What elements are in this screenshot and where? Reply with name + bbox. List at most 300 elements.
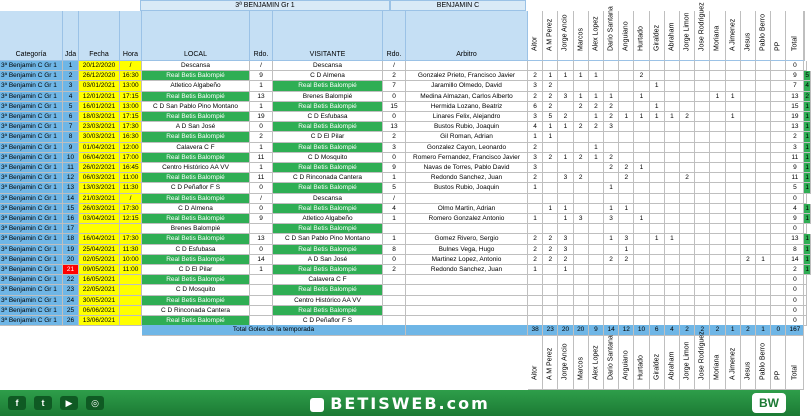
player-goals-cell: 2: [604, 255, 619, 265]
player-goals-cell: [574, 296, 589, 306]
away-team-cell: Centro Histórico AA VV: [273, 296, 383, 306]
player-goals-cell: [558, 132, 573, 142]
match-total-cell: 9: [786, 71, 804, 81]
header-rdo_visit[interactable]: [383, 11, 406, 61]
player-goals-cell: [543, 173, 558, 183]
table-row[interactable]: [0, 163, 810, 173]
home-team-cell: Calavera C F: [142, 143, 250, 153]
header-player[interactable]: [543, 11, 558, 61]
matchday-cell: 10: [63, 153, 79, 163]
player-goals-cell: [528, 296, 543, 306]
header-player[interactable]: [558, 11, 573, 61]
standing-cell: 1: [804, 265, 811, 275]
table-row[interactable]: [0, 143, 810, 153]
player-goals-cell: 2: [543, 153, 558, 163]
player-goals-cell: [589, 132, 604, 142]
player-goals-cell: [543, 183, 558, 193]
away-team-cell: Brenes Balompié: [273, 92, 383, 102]
player-goals-cell: 2: [558, 255, 573, 265]
player-goals-cell: 5: [543, 112, 558, 122]
time-cell: 10:00: [120, 255, 142, 265]
date-cell: [79, 224, 120, 234]
player-goals-cell: 2: [528, 92, 543, 102]
player-goals-cell: [695, 112, 710, 122]
player-goals-cell: [634, 265, 649, 275]
away-score-cell: 0: [383, 112, 406, 122]
player-goals-cell: [741, 132, 756, 142]
time-cell: 11:00: [120, 265, 142, 275]
home-team-cell: Real Betis Balompié: [142, 153, 250, 163]
standing-cell: 1: [804, 245, 811, 255]
player-goals-cell: [710, 296, 725, 306]
away-score-cell: 3: [383, 143, 406, 153]
home-team-cell: Atletico Algabeño: [142, 81, 250, 91]
header-categoria[interactable]: [0, 11, 63, 61]
player-goals-cell: [665, 265, 680, 275]
player-goals-cell: [634, 122, 649, 132]
player-goals-cell: 1: [558, 122, 573, 132]
table-row[interactable]: [0, 296, 800, 306]
header-player-name: Giraldez: [653, 24, 661, 51]
player-goals-cell: [756, 285, 771, 295]
player-goals-cell: 3: [619, 234, 634, 244]
player-goals-cell: [619, 275, 634, 285]
home-score-cell: [250, 285, 273, 295]
table-row[interactable]: [0, 132, 810, 142]
header-local[interactable]: [142, 11, 250, 61]
category-cell: 3ª Benjamin C Gr 1: [0, 214, 63, 224]
away-team-cell: Real Betis Balompié: [273, 122, 383, 132]
player-goals-cell: [710, 285, 725, 295]
time-cell: [120, 296, 142, 306]
home-team-cell: Real Betis Balompié: [142, 71, 250, 81]
header-visitante[interactable]: [273, 11, 383, 61]
header-fecha[interactable]: [79, 11, 120, 61]
player-goals-cell: [619, 214, 634, 224]
header-player-name: Abraham: [668, 22, 676, 51]
facebook-icon[interactable]: f: [8, 396, 26, 410]
referee-cell: Jaramillo Olmedo, David: [406, 81, 528, 91]
bottom-player-header: [558, 336, 573, 390]
player-goals-cell: [756, 143, 771, 153]
matchday-cell: 12: [63, 173, 79, 183]
player-goals-cell: [619, 102, 634, 112]
away-team-cell: Descansa: [273, 61, 383, 71]
home-score-cell: 1: [250, 102, 273, 112]
bottom-player-name: Jorge Ancio: [561, 343, 569, 380]
header-clasificacion[interactable]: [804, 11, 805, 61]
bottom-player-name: Dario Santana: [607, 335, 615, 380]
away-team-cell: Real Betis Balompié: [273, 285, 383, 295]
header-player[interactable]: [710, 11, 725, 61]
header-player[interactable]: [650, 11, 665, 61]
standing-cell: 1: [804, 204, 811, 214]
date-cell: 21/03/2021: [79, 194, 120, 204]
match-total-cell: 0: [786, 224, 804, 234]
player-goals-cell: [650, 92, 665, 102]
away-team-cell: Calavera C F: [273, 275, 383, 285]
header-player-name: Marcos: [577, 28, 585, 51]
player-goals-cell: [634, 61, 649, 71]
player-goals-cell: [558, 163, 573, 173]
away-team-cell: Real Betis Balompié: [273, 245, 383, 255]
player-goals-cell: [665, 183, 680, 193]
table-row[interactable]: [0, 255, 810, 265]
player-goals-cell: [771, 102, 786, 112]
header-total[interactable]: [786, 11, 804, 61]
player-goals-cell: 1: [528, 265, 543, 275]
player-goals-cell: 1: [604, 234, 619, 244]
matchday-cell: 23: [63, 285, 79, 295]
bottom-total-label: Total: [791, 365, 799, 380]
player-goals-cell: [756, 306, 771, 316]
away-team-cell: Descansa: [273, 194, 383, 204]
header-arbitro[interactable]: [406, 11, 528, 61]
player-goals-cell: 3: [558, 92, 573, 102]
match-total-cell: 0: [786, 61, 804, 71]
player-goals-cell: [741, 306, 756, 316]
header-hora[interactable]: [120, 11, 142, 61]
category-cell: 3ª Benjamin C Gr 1: [0, 112, 63, 122]
player-goals-cell: [741, 275, 756, 285]
matchday-cell: 7: [63, 122, 79, 132]
footer-banner: [0, 390, 800, 416]
player-goals-cell: [574, 163, 589, 173]
date-cell: 16/04/2021: [79, 234, 120, 244]
referee-cell: [406, 296, 528, 306]
home-score-cell: 2: [250, 132, 273, 142]
time-cell: 13:00: [120, 81, 142, 91]
standing-cell: 1: [804, 173, 811, 183]
youtube-icon[interactable]: ▶: [60, 396, 78, 410]
table-row[interactable]: [0, 204, 810, 214]
player-goals-cell: 1: [650, 234, 665, 244]
bottom-player-name: Alex Lopez: [592, 345, 600, 380]
player-goals-cell: [726, 234, 741, 244]
player-goals-cell: [695, 92, 710, 102]
player-goals-cell: [695, 296, 710, 306]
player-goals-cell: 2: [604, 153, 619, 163]
header-player[interactable]: [528, 11, 543, 61]
header-player[interactable]: [604, 6, 619, 61]
player-goals-cell: [650, 122, 665, 132]
player-goals-cell: [756, 194, 771, 204]
player-goals-cell: [710, 112, 725, 122]
match-total-cell: 5: [786, 183, 804, 193]
player-goals-cell: [634, 296, 649, 306]
player-goals-cell: [680, 265, 695, 275]
header-player[interactable]: [741, 11, 756, 61]
player-total-cell: 0: [771, 325, 786, 336]
player-goals-cell: [634, 132, 649, 142]
header-jda[interactable]: [63, 11, 79, 61]
player-goals-cell: 1: [543, 71, 558, 81]
table-row[interactable]: [0, 173, 810, 183]
matchday-cell: 17: [63, 224, 79, 234]
home-team-cell: Real Betis Balompié: [142, 132, 250, 142]
player-goals-cell: [741, 204, 756, 214]
bottom-player-header: [619, 336, 634, 390]
player-goals-cell: [741, 245, 756, 255]
time-cell: [120, 285, 142, 295]
bottom-player-header: [589, 336, 604, 390]
date-cell: 03/04/2021: [79, 214, 120, 224]
standing-cell: 4: [804, 81, 811, 91]
table-row[interactable]: [0, 194, 800, 204]
home-score-cell: 11: [250, 173, 273, 183]
header-player-name: A Jimenez: [729, 18, 737, 51]
away-team-cell: A D San José: [273, 255, 383, 265]
away-team-cell: C D Peñaflor F S: [273, 316, 383, 326]
player-goals-cell: [650, 224, 665, 234]
player-goals-cell: [650, 143, 665, 153]
time-cell: 16:30: [120, 71, 142, 81]
standing-cell: [804, 224, 807, 234]
header-player[interactable]: [589, 11, 604, 61]
player-goals-cell: [589, 255, 604, 265]
table-row[interactable]: [0, 81, 810, 91]
player-goals-cell: [680, 214, 695, 224]
player-goals-cell: 2: [528, 234, 543, 244]
referee-cell: Gomez Rivero, Sergio: [406, 234, 528, 244]
player-goals-cell: 1: [558, 214, 573, 224]
player-goals-cell: [726, 71, 741, 81]
matchday-cell: 24: [63, 296, 79, 306]
player-goals-cell: [665, 275, 680, 285]
player-goals-cell: [665, 92, 680, 102]
player-goals-cell: [695, 194, 710, 204]
player-goals-cell: [589, 245, 604, 255]
player-goals-cell: [741, 71, 756, 81]
player-goals-cell: [665, 224, 680, 234]
home-score-cell: 0: [250, 245, 273, 255]
home-team-cell: Real Betis Balompié: [142, 214, 250, 224]
player-goals-cell: [558, 224, 573, 234]
header-rdo_visit-label: Rdo.: [386, 51, 402, 58]
player-goals-cell: [695, 143, 710, 153]
player-goals-cell: [756, 132, 771, 142]
player-goals-cell: [741, 122, 756, 132]
header-player[interactable]: [771, 11, 786, 61]
referee-cell: [406, 224, 528, 234]
player-goals-cell: [528, 285, 543, 295]
player-goals-cell: [680, 143, 695, 153]
player-goals-cell: [634, 173, 649, 183]
player-goals-cell: [680, 224, 695, 234]
header-player[interactable]: [574, 11, 589, 61]
standing-cell: 1: [804, 183, 811, 193]
away-score-cell: 8: [383, 245, 406, 255]
date-cell: 16/01/2021: [79, 102, 120, 112]
time-cell: 17:00: [120, 153, 142, 163]
standing-cell: 5: [804, 71, 811, 81]
home-score-cell: /: [250, 61, 273, 71]
player-goals-cell: [741, 234, 756, 244]
away-team-cell: Real Betis Balompié: [273, 163, 383, 173]
player-goals-cell: 2: [574, 153, 589, 163]
time-cell: 17:30: [120, 234, 142, 244]
player-goals-cell: [604, 224, 619, 234]
table-row[interactable]: [0, 61, 800, 71]
player-goals-cell: [558, 285, 573, 295]
table-row[interactable]: [0, 224, 800, 234]
player-goals-cell: [756, 122, 771, 132]
header-visitante-label: VISITANTE: [309, 51, 346, 58]
player-goals-cell: [650, 306, 665, 316]
home-score-cell: 0: [250, 122, 273, 132]
player-goals-cell: [726, 81, 741, 91]
home-team-cell: Real Betis Balompié: [142, 275, 250, 285]
player-goals-cell: [574, 285, 589, 295]
away-score-cell: 1: [383, 173, 406, 183]
header-player[interactable]: [726, 11, 741, 61]
player-goals-cell: [680, 132, 695, 142]
home-team-cell: Descansa: [142, 61, 250, 71]
match-total-cell: 3: [786, 143, 804, 153]
table-row[interactable]: [0, 285, 800, 295]
category-cell: 3ª Benjamin C Gr 1: [0, 102, 63, 112]
player-goals-cell: [771, 183, 786, 193]
player-goals-cell: [710, 173, 725, 183]
time-cell: 17:15: [120, 92, 142, 102]
away-team-cell: Atletico Algabeño: [273, 214, 383, 224]
player-goals-cell: [619, 224, 634, 234]
table-row[interactable]: [0, 122, 810, 132]
player-goals-cell: 2: [680, 173, 695, 183]
player-goals-cell: 1: [756, 255, 771, 265]
player-goals-cell: 1: [634, 112, 649, 122]
player-goals-cell: [771, 173, 786, 183]
match-total-cell: 13: [786, 122, 804, 132]
player-goals-cell: [543, 306, 558, 316]
home-team-cell: C D Mosquito: [142, 285, 250, 295]
player-goals-cell: [665, 255, 680, 265]
player-goals-cell: [543, 275, 558, 285]
player-goals-cell: [665, 163, 680, 173]
table-row[interactable]: [0, 153, 810, 163]
header-player[interactable]: [756, 11, 771, 61]
player-goals-cell: [771, 214, 786, 224]
player-goals-cell: [650, 132, 665, 142]
player-goals-cell: [756, 234, 771, 244]
player-goals-cell: [650, 183, 665, 193]
match-total-cell: 11: [786, 153, 804, 163]
referee-cell: [406, 61, 528, 71]
player-goals-cell: [756, 296, 771, 306]
player-goals-cell: [710, 183, 725, 193]
table-row[interactable]: [0, 112, 810, 122]
table-row[interactable]: [0, 214, 810, 224]
table-row[interactable]: [0, 234, 810, 244]
header-rdo_local[interactable]: [250, 11, 273, 61]
player-goals-cell: [771, 112, 786, 122]
table-row[interactable]: [0, 71, 810, 81]
player-goals-cell: [756, 112, 771, 122]
away-team-cell: C D Mosquito: [273, 153, 383, 163]
player-goals-cell: 1: [634, 92, 649, 102]
category-cell: 3ª Benjamin C Gr 1: [0, 143, 63, 153]
player-goals-cell: [695, 153, 710, 163]
table-row[interactable]: [0, 102, 810, 112]
instagram-icon[interactable]: ◎: [86, 396, 104, 410]
player-goals-cell: [771, 306, 786, 316]
table-row[interactable]: [0, 183, 810, 193]
brand-name: BETISWEB.com: [330, 394, 490, 413]
player-goals-cell: 1: [574, 92, 589, 102]
player-goals-cell: [665, 194, 680, 204]
player-goals-cell: [619, 143, 634, 153]
player-goals-cell: [710, 255, 725, 265]
player-goals-cell: [634, 143, 649, 153]
player-goals-cell: [695, 306, 710, 316]
player-total-cell: 38: [528, 325, 543, 336]
player-goals-cell: [695, 275, 710, 285]
header-player[interactable]: [695, 2, 710, 61]
player-goals-cell: [558, 296, 573, 306]
time-cell: 17:30: [120, 122, 142, 132]
player-goals-cell: [528, 61, 543, 71]
bottom-player-name: Aitor: [531, 365, 539, 380]
bottom-player-name: A Jimenez: [729, 347, 737, 380]
header-player[interactable]: [619, 11, 634, 61]
bottom-player-name: Moriana: [713, 354, 721, 380]
header-player[interactable]: [665, 11, 680, 61]
player-goals-cell: [650, 245, 665, 255]
home-score-cell: [250, 306, 273, 316]
header-player-name: Jesus: [744, 32, 752, 51]
referee-cell: Redondo Sanchez, Juan: [406, 173, 528, 183]
bottom-player-header: [634, 336, 649, 390]
date-cell: 16/05/2021: [79, 275, 120, 285]
header-player[interactable]: [680, 11, 695, 61]
home-team-cell: Real Betis Balompié: [142, 112, 250, 122]
player-goals-cell: 2: [604, 112, 619, 122]
player-goals-cell: [574, 61, 589, 71]
home-team-cell: Brenes Balompié: [142, 224, 250, 234]
player-goals-cell: 2: [619, 173, 634, 183]
header-fecha-label: Fecha: [89, 51, 109, 58]
header-jda-label: Jda: [64, 51, 77, 58]
time-cell: 13:00: [120, 102, 142, 112]
header-player-name: Alex Lopez: [592, 16, 600, 51]
player-goals-cell: [771, 265, 786, 275]
player-goals-cell: [741, 183, 756, 193]
match-total-cell: 13: [786, 234, 804, 244]
table-row[interactable]: [0, 306, 800, 316]
time-cell: 16:30: [120, 132, 142, 142]
home-score-cell: 9: [250, 214, 273, 224]
bottom-player-header: [680, 336, 695, 390]
table-row[interactable]: [0, 245, 810, 255]
player-goals-cell: [574, 143, 589, 153]
player-goals-cell: [558, 275, 573, 285]
player-goals-cell: [695, 173, 710, 183]
header-player[interactable]: [634, 11, 649, 61]
bottom-player-header: [604, 336, 619, 390]
table-row[interactable]: [0, 92, 810, 102]
twitter-icon[interactable]: t: [34, 396, 52, 410]
grand-total-cell: 167: [786, 325, 804, 336]
table-row[interactable]: [0, 275, 800, 285]
player-goals-cell: [634, 275, 649, 285]
player-goals-cell: [589, 234, 604, 244]
table-row[interactable]: [0, 265, 810, 275]
brand-wordmark: [300, 394, 500, 413]
player-goals-cell: [726, 194, 741, 204]
category-cell: 3ª Benjamin C Gr 1: [0, 194, 63, 204]
player-goals-cell: [741, 214, 756, 224]
player-goals-cell: [574, 255, 589, 265]
